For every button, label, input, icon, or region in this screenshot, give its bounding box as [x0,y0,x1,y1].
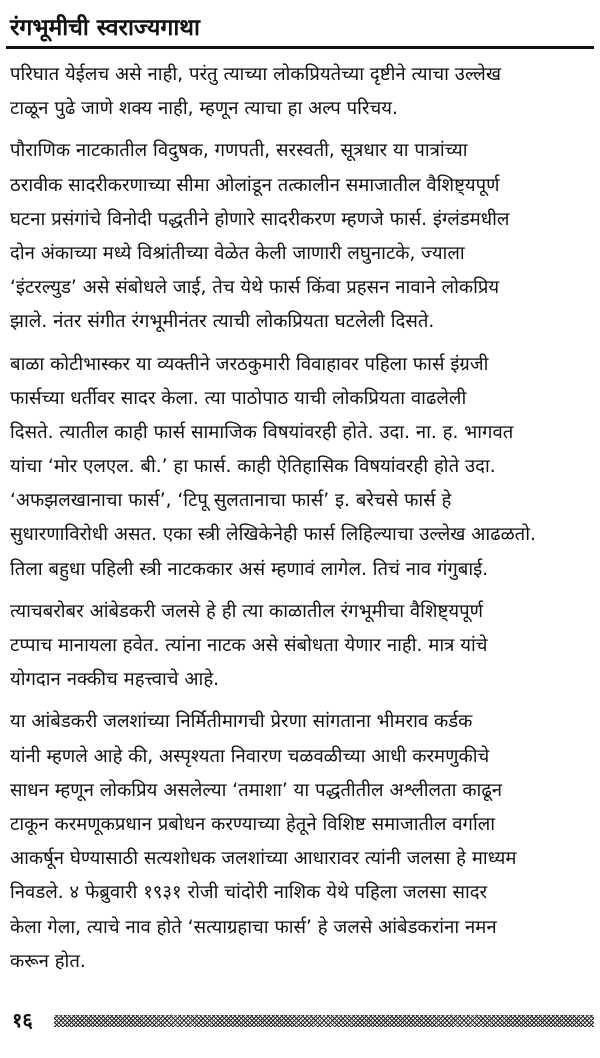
text-line: आकर्षून घेण्यासाठी सत्यशोधक जलशांच्या आधारावर त्यांनी जलसा हे माध्यम [10,848,517,870]
text-line: पौराणिक नाटकातील विदुषक, गणपती, सरस्वती, सूत्रधार या पात्रांच्या [10,140,468,162]
body-text [10,58,594,979]
footer-rule [54,1015,594,1027]
text-line: दोन अंकाच्या मध्ये विश्रांतीच्या वेळेत केली जाणारी लघुनाटके, ज्याला [10,242,465,264]
text-line: साधन म्हणून लोकप्रिय असलेल्या ‘तमाशा’ या पद्धतीतील अश्लीलता काढून [10,779,503,801]
text-line: निवडले. ४ फेब्रुवारी १९३१ रोजी चांदोरी नाशिक येथे पहिला जलसा सादर [10,882,488,904]
text-line: यांनी म्हणले आहे की, अस्पृश्यता निवारण चळवळीच्या आधी करमणुकीचे [10,745,490,767]
text-line: ‘इंटरल्युड’ असे संबोधले जाई, तेच येथे फार्स किंवा प्रहसन नावाने लोकप्रिय [10,277,500,299]
text-line: घटना प्रसंगांचे विनोदी पद्धतीने होणारे सादरीकरण म्हणजे फार्स. इंग्लंडमधील [10,208,510,230]
text-line: ‘अफझलखानाचा फार्स’, ‘टिपू सुलतानाचा फार्स’ इ. बरेचसे फार्स हे [10,490,452,512]
text-line: ठरावीक सादरीकरणाच्या सीमा ओलांडून तत्कालीन समाजातील वैशिष्ट्यपूर्ण [10,174,500,196]
text-line: टप्पाच मानायला हवेत. त्यांना नाटक असे संबोधता येणार नाही. मात्र यांचे [10,635,488,656]
text-line: केला गेला, त्याचे नाव होते ‘सत्याग्रहाचा फार्स’ हे जलसे आंबेडकरांना नमन [10,916,497,938]
book-title: रंगभूमीची स्वराज्यगाथा [10,15,200,41]
text-line: योगदान नक्कीच महत्त्वाचे आहे. [10,669,220,691]
text-line: तिला बहुधा पहिली स्त्री नाटककार असं म्हणावं लागेल. तिचं नाव गंगुबाई. [10,558,489,580]
text-line: त्याचबरोबर आंबेडकरी जलसे हे ही त्या काळातील रंगभूमीचा वैशिष्ट्यपूर्ण [10,600,483,622]
text-line: झाले. नंतर संगीत रंगभूमीनंतर त्याची लोकप्रियता घटलेली दिसते. [10,311,435,333]
text-line: परिघात येईलच असे नाही, परंतु त्याच्या लोकप्रियतेच्या दृष्टीने त्याचा उल्लेख [10,64,501,85]
page-footer [6,1004,594,1038]
text-line: फार्सच्या धर्तीवर सादर केला. त्या पाठोपाठ याची लोकप्रियता वाढलेली [10,387,467,409]
text-line: टाळून पुढे जाणे शक्य नाही, म्हणून त्याचा हा अल्प परिचय. [10,98,398,120]
text-line: बाळा कोटीभास्कर या व्यक्तीने जरठकुमारी विवाहावर पहिला फार्स इंग्रजी [10,353,489,375]
text-line: या आंबेडकरी जलशांच्या निर्मितीमागची प्रेरणा सांगताना भीमराव कर्डक [10,711,473,733]
text-line: सुधारणाविरोधी असत. एका स्त्री लेखिकेनेही फार्स लिहिल्याचा उल्लेख आढळतो. [10,524,536,546]
text-line: करून होत. [10,950,86,972]
page-number: १६ [12,1008,33,1032]
running-header [6,6,594,49]
text-line: दिसते. त्यातील काही फार्स सामाजिक विषयांवरही होते. उदा. ना. ह. भागवत [10,421,514,443]
text-line: यांचा ‘मोर एलएल. बी.’ हा फार्स. काही ऐतिहासिक विषयांवरही होते उदा. [10,456,496,478]
text-line: टाकून करमणूकप्रधान प्रबोधन करण्याच्या हेतूने विशिष्ट समाजातील वर्गाला [10,813,496,835]
